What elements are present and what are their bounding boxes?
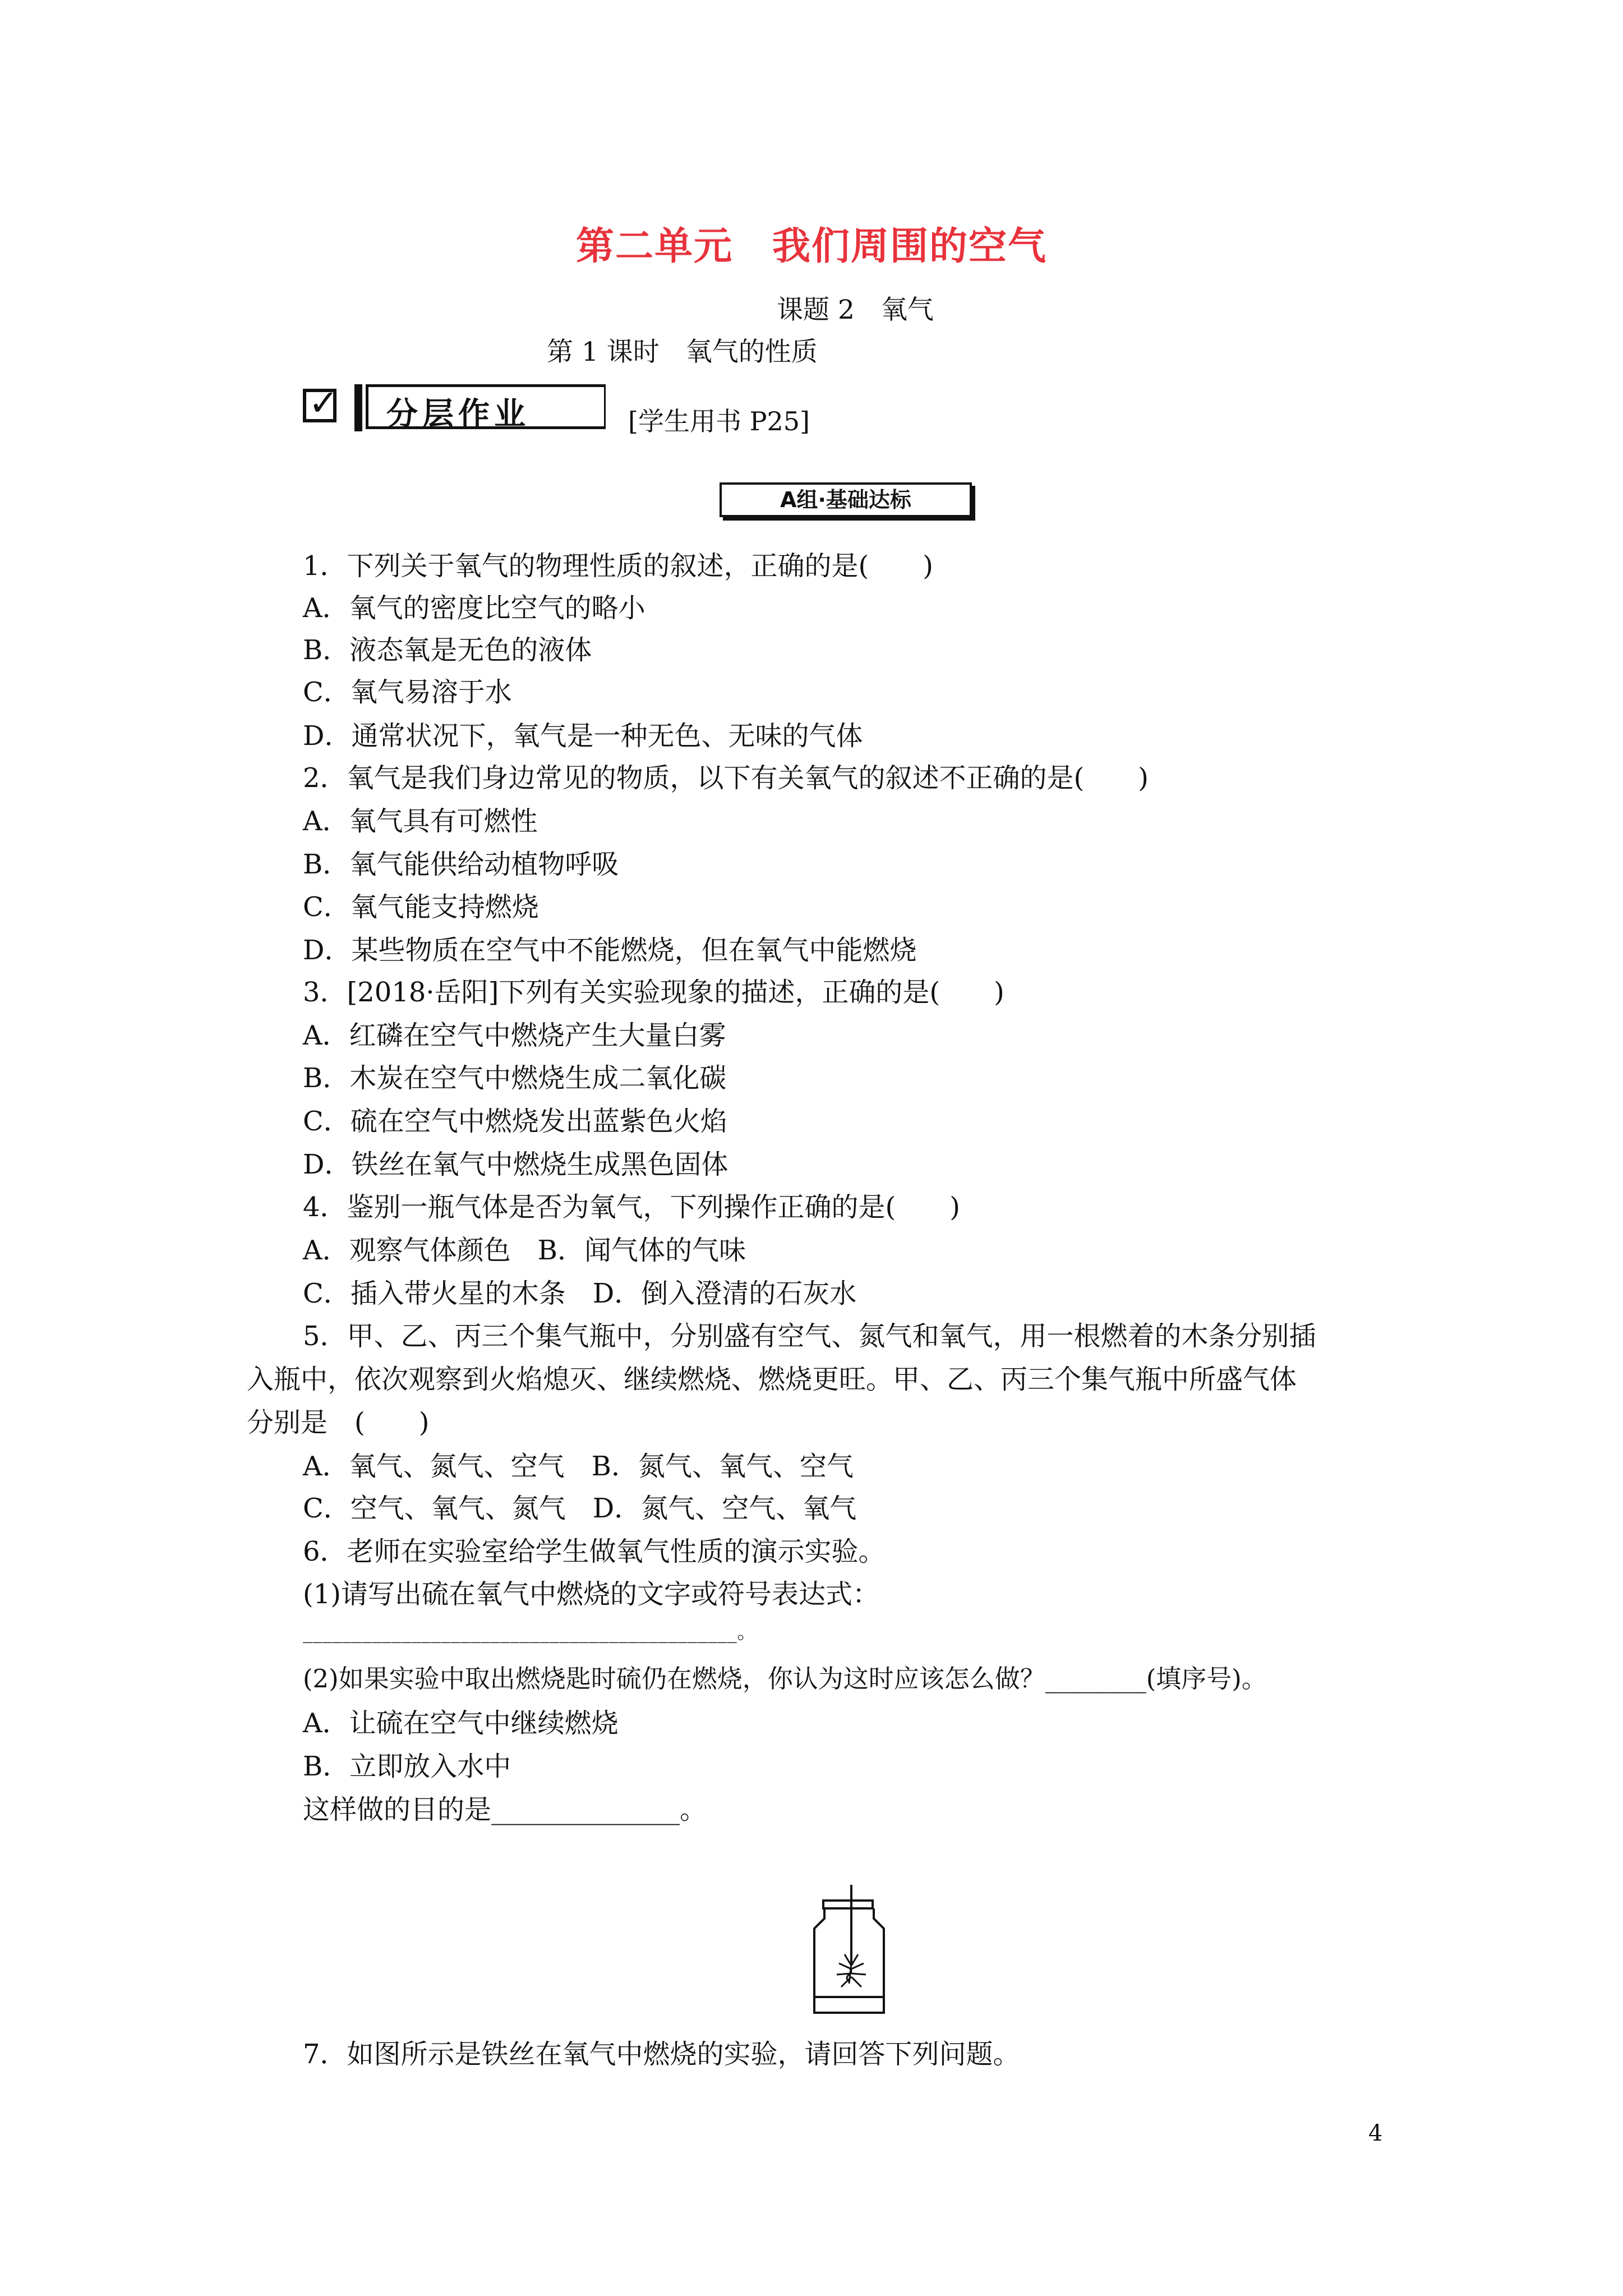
q6-part-1: (1)请写出硫在氧气中燃烧的文字或符号表达式： xyxy=(303,1579,879,1610)
q6-purpose: 这样做的目的是______________。 xyxy=(303,1794,707,1825)
question-3: 3．[2018·岳阳]下列有关实验现象的描述，正确的是( ) xyxy=(303,977,1004,1008)
q3-option-c: C．硫在空气中燃烧发出蓝紫色火焰 xyxy=(303,1106,727,1137)
q6-option-a: A．让硫在空气中继续燃烧 xyxy=(303,1708,619,1739)
q5-options-cd: C．空气、氧气、氮气 D．氮气、空气、氧气 xyxy=(303,1493,857,1524)
q3-option-b: B．木炭在空气中燃烧生成二氧化碳 xyxy=(303,1062,727,1094)
badge-label-box xyxy=(366,384,606,432)
q2-option-c: C．氧气能支持燃烧 xyxy=(303,891,539,923)
q5-options-ab: A．氧气、氮气、空气 B．氮气、氧气、空气 xyxy=(303,1451,854,1482)
question-7: 7．如图所示是铁丝在氧气中燃烧的实验，请回答下列问题。 xyxy=(303,2039,1020,2070)
q2-option-a: A．氧气具有可燃性 xyxy=(303,806,538,837)
q6-answer-blank-1: ____________________________________________。 xyxy=(303,1621,757,1644)
q6-option-b: B．立即放入水中 xyxy=(303,1751,511,1782)
question-1: 1．下列关于氧气的物理性质的叙述，正确的是( ) xyxy=(303,550,933,582)
q3-option-a: A．红磷在空气中燃烧产生大量白雾 xyxy=(303,1020,726,1051)
q1-option-d: D．通常状况下，氧气是一种无色、无味的气体 xyxy=(303,720,863,752)
q2-option-d: D．某些物质在空气中不能燃烧，但在氧气中能燃烧 xyxy=(303,935,917,966)
lesson-title: 课题 2 氧气 xyxy=(777,295,934,325)
question-5-line-2: 入瓶中，依次观察到火焰熄灭、继续燃烧、燃烧更旺。甲、乙、丙三个集气瓶中所盛气体 xyxy=(247,1364,1297,1395)
question-5-line-3: 分别是 ( ) xyxy=(247,1407,430,1438)
question-4: 4．鉴别一瓶气体是否为氧气，下列操作正确的是( ) xyxy=(303,1191,960,1223)
checkmark-icon: ✓ xyxy=(308,383,339,424)
q1-option-c: C．氧气易溶于水 xyxy=(303,677,512,708)
q2-option-b: B．氧气能供给动植物呼吸 xyxy=(303,849,619,880)
badge-reference: [学生用书 P25] xyxy=(628,406,810,436)
homework-badge xyxy=(303,384,606,435)
q4-options-cd: C．插入带火星的木条 D．倒入澄清的石灰水 xyxy=(303,1278,857,1309)
iron-wire-combustion-figure xyxy=(802,1885,892,2019)
period-title: 第 1 课时 氧气的性质 xyxy=(547,337,818,367)
q1-option-a: A．氧气的密度比空气的略小 xyxy=(303,592,645,624)
q1-option-b: B．液态氧是无色的液体 xyxy=(303,634,592,666)
badge-label: 分层作业 xyxy=(386,396,530,432)
question-5-line-1: 5．甲、乙、丙三个集气瓶中，分别盛有空气、氮气和氧气，用一根燃着的木条分别插 xyxy=(303,1320,1316,1352)
page-title: 第二单元 我们周围的空气 xyxy=(575,224,1047,269)
question-2: 2．氧气是我们身边常见的物质，以下有关氧气的叙述不正确的是( ) xyxy=(303,762,1149,794)
q4-options-ab: A．观察气体颜色 B．闻气体的气味 xyxy=(303,1235,746,1266)
question-6: 6．老师在实验室给学生做氧气性质的演示实验。 xyxy=(303,1536,886,1567)
q6-part-2: (2)如果实验中取出燃烧匙时硫仍在燃烧，你认为这时应该怎么做？________(填序号)。 xyxy=(303,1664,1267,1694)
page-number: 4 xyxy=(1368,2120,1383,2146)
q3-option-d: D．铁丝在氧气中燃烧生成黑色固体 xyxy=(303,1149,728,1180)
section-label: A组·基础达标 xyxy=(720,482,972,517)
badge-divider xyxy=(354,384,362,431)
